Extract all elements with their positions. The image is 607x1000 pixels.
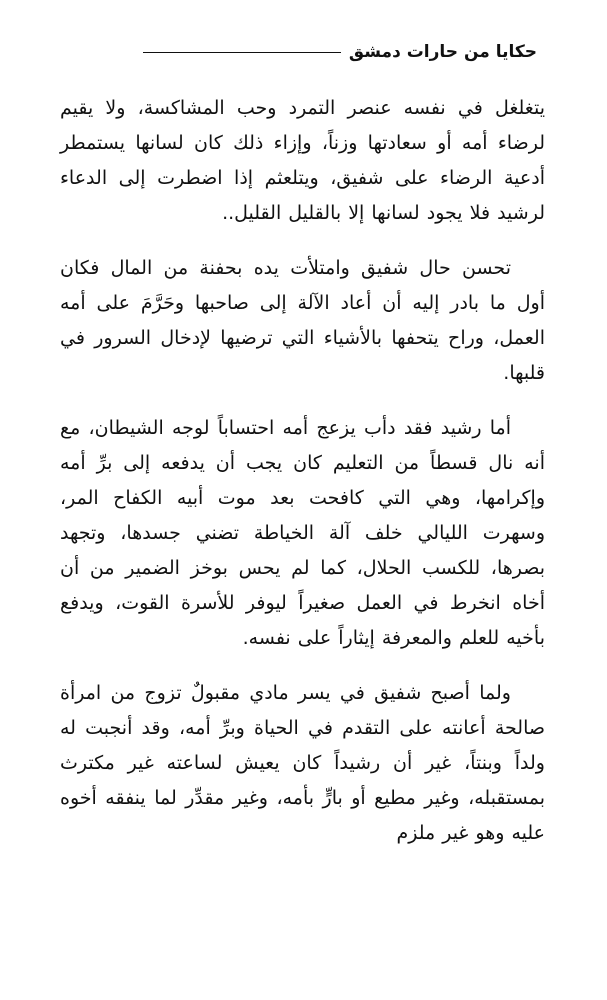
paragraph-3: أما رشيد فقد دأب يزعج أمه احتساباً لوجه الشيطان، مع أنه نال قسطاً من التعليم كان يجب أن يدفعه إلى برِّ أمه وإكرامها، وهي التي كافحت بعد موت أبيه الكفاح المر، وسهرت الليالي خلف آلة الخياطة تضني جسدها، وتجهد بصرها، للكسب الحلال، كما لم يحس بوخز الضمير من أن أخاه انخرط في العمل صغيراً ليوفر للأسرة القوت، ويدفع بأخيه للعلم والمعرفة إيثاراً على نفسه.	[60, 417, 545, 649]
paragraph-4: ولما أصبح شفيق في يسر مادي مقبولٌ تزوج من امرأة صالحة أعانته على التقدم في الحياة وبرِّ أمه، وقد أنجبت له ولداً وبنتاً، غير أن رشيداً كان يعيش لساعته غير مكترث بمستقبله، وغير مطيع أو بارٍّ بأمه، وغير مقدِّر لما ينفقه أخوه عليه وهو غير ملزم	[60, 682, 545, 844]
header-rule	[143, 52, 341, 53]
running-header	[143, 40, 537, 64]
running-header-title: حكايا من حارات دمشق	[348, 42, 537, 62]
paragraph-1: يتغلغل في نفسه عنصر التمرد وحب المشاكسة، ولا يقيم لرضاء أمه أو سعادتها وزناً، وإزاء ذلك كان لسانها يستمطر أدعية الرضاء على شفيق، ويتلعثم إذا اضطرت إلى الدعاء لرشيد فلا يجود لسانها إلا بالقليل القليل..	[60, 97, 545, 224]
paragraph-2: تحسن حال شفيق وامتلأت يده بحفنة من المال فكان أول ما بادر إليه أن أعاد الآلة إلى صاحبها وحَرَّمَ على أمه العمل، وراح يتحفها بالأشياء التي ترضيها لإدخال السرور في قلبها.	[60, 257, 545, 384]
body-text	[60, 91, 545, 871]
